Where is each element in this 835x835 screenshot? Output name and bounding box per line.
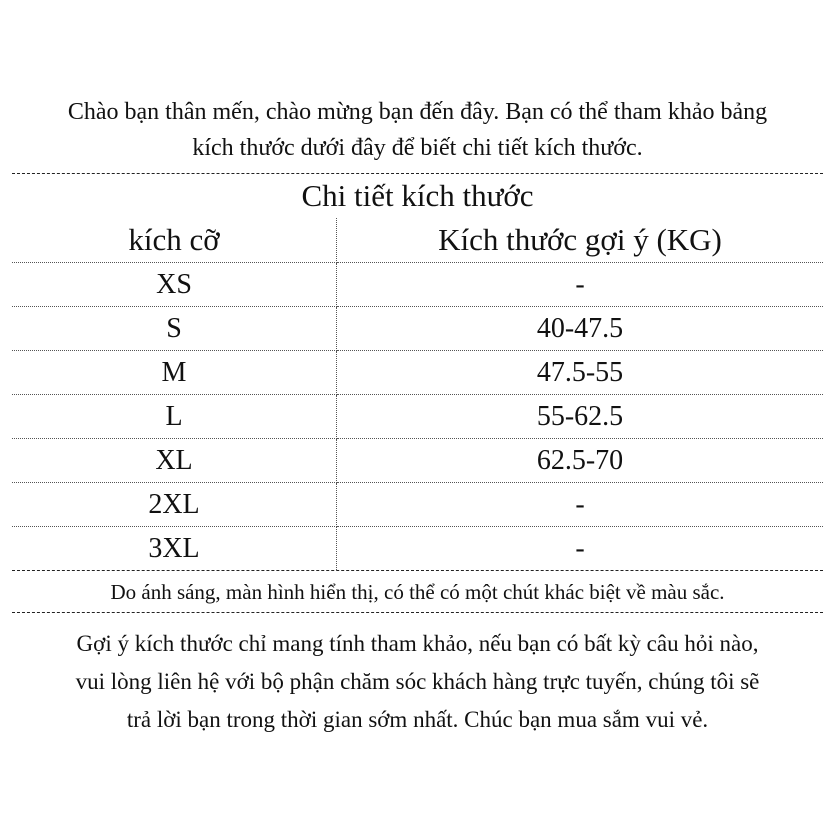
size-cell: S	[12, 307, 337, 351]
table-header-row	[12, 218, 823, 263]
weight-cell: 55-62.5	[337, 395, 824, 439]
bottom-divider	[12, 612, 823, 613]
intro-line-1: Chào bạn thân mến, chào mừng bạn đến đây. Bạn có thể tham khảo bảng	[67, 99, 768, 125]
size-cell: 2XL	[12, 483, 337, 527]
color-note: Do ánh sáng, màn hình hiển thị, có thể có một chút khác biệt về màu sắc.	[110, 580, 725, 604]
table-row	[12, 307, 823, 351]
top-divider	[12, 173, 823, 174]
weight-cell: -	[337, 483, 824, 527]
outro-line-1: Gợi ý kích thước chỉ mang tính tham khảo, nếu bạn có bất kỳ câu hỏi nào,	[76, 631, 759, 656]
table-row	[12, 439, 823, 483]
size-cell: XL	[12, 439, 337, 483]
size-table	[12, 218, 823, 570]
outro-line-3: trả lời bạn trong thời gian sớm nhất. Chúc bạn mua sắm vui vẻ.	[126, 707, 709, 732]
weight-cell: -	[337, 263, 824, 307]
table-row	[12, 395, 823, 439]
header-size: kích cỡ	[12, 218, 337, 263]
header-weight: Kích thước gợi ý (KG)	[337, 218, 824, 263]
size-cell: L	[12, 395, 337, 439]
table-bottom-divider	[12, 570, 823, 571]
table-row	[12, 483, 823, 527]
intro-text	[0, 94, 835, 166]
weight-cell: -	[575, 533, 585, 564]
outro-line-2: vui lòng liên hệ với bộ phận chăm sóc khách hàng trực tuyến, chúng tôi sẽ	[75, 669, 760, 694]
size-cell: M	[12, 351, 337, 395]
size-cell: XS	[12, 263, 337, 307]
intro-line-2: kích thước dưới đây để biết chi tiết kích thước.	[192, 135, 643, 161]
outro-text	[0, 625, 835, 739]
table-title: Chi tiết kích thước	[301, 178, 534, 213]
size-cell: 3XL	[12, 527, 337, 571]
weight-cell: 40-47.5	[337, 307, 824, 351]
weight-cell: 62.5-70	[337, 439, 824, 483]
table-row	[12, 527, 823, 571]
table-row	[12, 263, 823, 307]
weight-cell: 47.5-55	[337, 351, 824, 395]
table-row	[12, 351, 823, 395]
